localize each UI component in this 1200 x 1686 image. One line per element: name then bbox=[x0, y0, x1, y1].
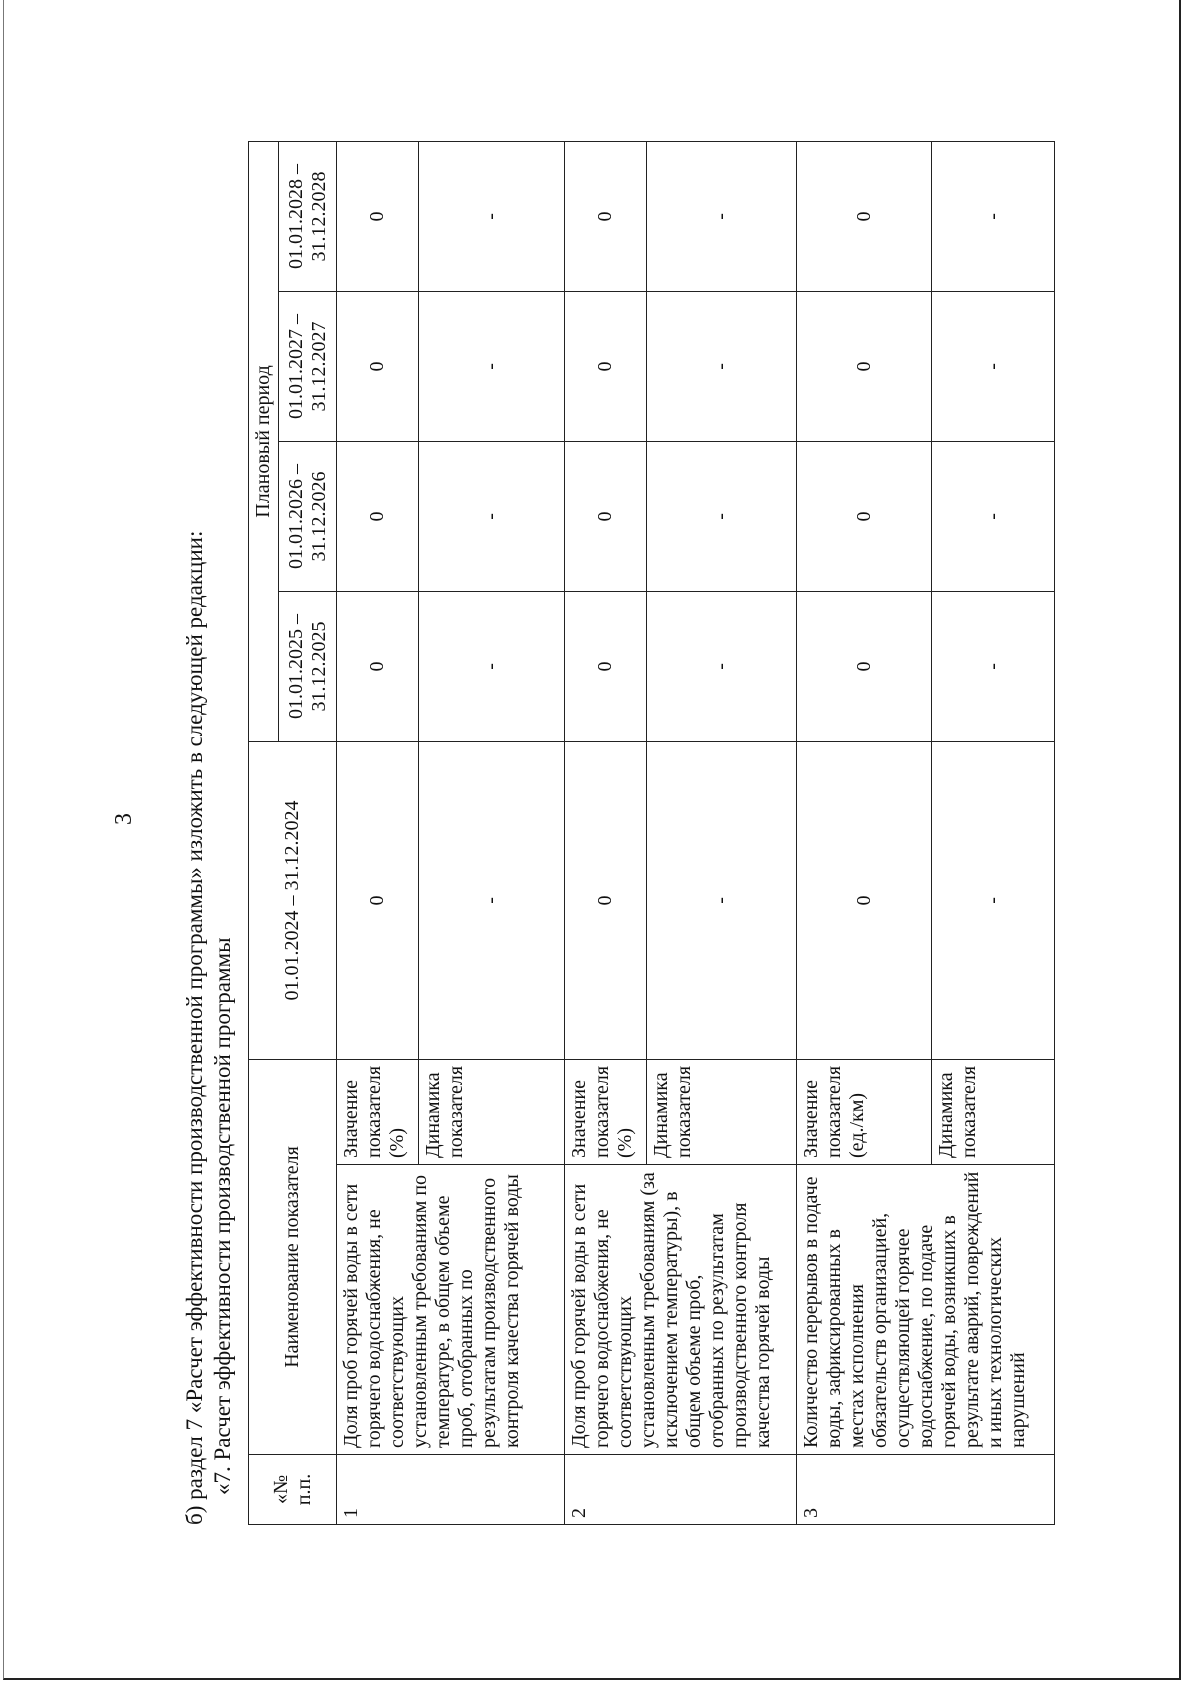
value-label: Значение показателя (%) bbox=[337, 1059, 419, 1164]
dynamics-cell: - bbox=[647, 291, 797, 441]
value-cell: 0 bbox=[565, 141, 647, 291]
dynamics-label: Динамика показателя bbox=[647, 1059, 797, 1164]
rotated-content bbox=[180, 85, 1120, 1525]
row-number: 1 bbox=[337, 1455, 565, 1525]
dynamics-cell: - bbox=[419, 591, 565, 741]
dynamics-cell: - bbox=[647, 441, 797, 591]
dynamics-cell: - bbox=[932, 291, 1055, 441]
value-cell: 0 bbox=[797, 741, 932, 1059]
value-cell: 0 bbox=[337, 291, 419, 441]
dynamics-cell: - bbox=[932, 741, 1055, 1059]
dynamics-cell: - bbox=[419, 741, 565, 1059]
table-title: «7. Расчет эффективности производственной программы bbox=[210, 937, 235, 1495]
header-period-2028: 01.01.2028 – 31.12.2028 bbox=[279, 141, 337, 291]
value-cell: 0 bbox=[337, 741, 419, 1059]
dynamics-cell: - bbox=[647, 141, 797, 291]
value-cell: 0 bbox=[337, 591, 419, 741]
value-cell: 0 bbox=[797, 591, 932, 741]
section-heading: б) раздел 7 «Расчет эффективности производственной программы» изложить в следующей редакции: bbox=[182, 530, 207, 1525]
row-number: 2 bbox=[565, 1455, 797, 1525]
dynamics-label: Динамика показателя bbox=[932, 1059, 1055, 1164]
indicator-name: Доля проб горячей воды в сети горячего водоснабжения, не соответствующих установленным требованиям (за исключением температуры), в общем объеме проб, отобранных по результатам производственного контроля качества горячей воды bbox=[565, 1165, 797, 1455]
header-period-2027: 01.01.2027 – 31.12.2027 bbox=[279, 291, 337, 441]
table-row bbox=[797, 141, 932, 1524]
value-cell: 0 bbox=[565, 591, 647, 741]
value-label: Значение показателя (%) bbox=[565, 1059, 647, 1164]
dynamics-cell: - bbox=[932, 141, 1055, 291]
value-cell: 0 bbox=[565, 741, 647, 1059]
dynamics-cell: - bbox=[419, 291, 565, 441]
header-name: Наименование показателя bbox=[249, 1059, 337, 1454]
dynamics-cell: - bbox=[647, 741, 797, 1059]
dynamics-cell: - bbox=[419, 441, 565, 591]
value-label: Значение показателя (ед./км) bbox=[797, 1059, 932, 1164]
value-cell: 0 bbox=[337, 441, 419, 591]
table-row bbox=[565, 141, 647, 1524]
indicator-name: Доля проб горячей воды в сети горячего водоснабжения, не соответствующих установленным требованиям по температуре, в общем объеме проб, отобранных по результатам производственного контроля качества горячей воды bbox=[337, 1165, 565, 1455]
table-row bbox=[337, 141, 419, 1524]
dynamics-label: Динамика показателя bbox=[419, 1059, 565, 1164]
header-num: «№ п.п. bbox=[249, 1455, 337, 1525]
header-period-2025: 01.01.2025 – 31.12.2025 bbox=[279, 591, 337, 741]
row-number: 3 bbox=[797, 1455, 1055, 1525]
value-cell: 0 bbox=[797, 291, 932, 441]
value-cell: 0 bbox=[797, 441, 932, 591]
indicator-name: Количество перерывов в подаче воды, зафиксированных в местах исполнения обязательств организацией, осуществляющей горячее водоснабжение, по подаче горячей воды, возникших в результате аварий, повреждений и иных технологических нарушений bbox=[797, 1165, 1055, 1455]
value-cell: 0 bbox=[565, 441, 647, 591]
dynamics-cell: - bbox=[419, 141, 565, 291]
efficiency-table bbox=[248, 141, 1055, 1525]
dynamics-cell: - bbox=[932, 591, 1055, 741]
header-planned-period: Плановый период bbox=[249, 141, 279, 741]
header-period-2026: 01.01.2026 – 31.12.2026 bbox=[279, 441, 337, 591]
header-period-2024: 01.01.2024 – 31.12.2024 bbox=[249, 741, 337, 1059]
dynamics-cell: - bbox=[647, 591, 797, 741]
value-cell: 0 bbox=[337, 141, 419, 291]
page-number: 3 bbox=[111, 813, 137, 825]
value-cell: 0 bbox=[565, 291, 647, 441]
dynamics-cell: - bbox=[932, 441, 1055, 591]
value-cell: 0 bbox=[797, 141, 932, 291]
